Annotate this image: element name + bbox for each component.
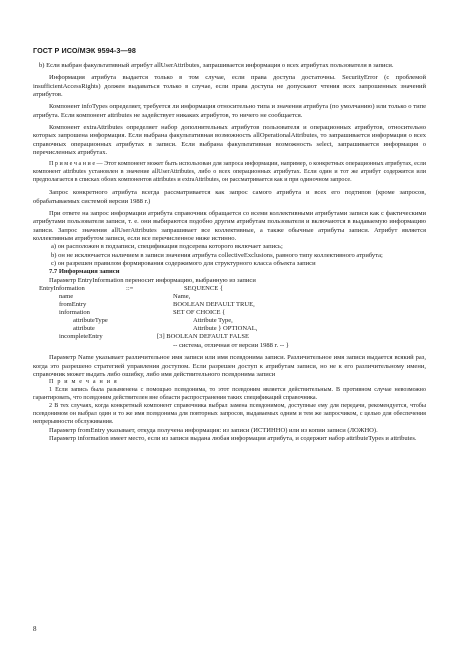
asn-token: information: [59, 308, 90, 316]
asn-token: Name,: [173, 292, 191, 300]
note: 2 В тех случаях, когда конкретный компонент справочника выбрал замена псевдонимом, доступные ему для передачи, рекомендуется, чтобы псевдонимом он выбрал один и то же имя псевдонима для повторных запросов, выдаваемых одним и тем же запросчиком, с целью для обеспечения непрерывности обслуживания.: [33, 403, 426, 425]
asn-token: attribute: [73, 324, 95, 332]
paragraph: Параметр EntryInformation переносит информацию, выбранную из записи: [49, 276, 256, 284]
paragraph: Запрос конкретного атрибута всегда рассматривается как запрос самого атрибута и всех его подтипов (кроме запросов, обрабатываемых системой версии 1988 г.): [33, 189, 426, 205]
asn-comment: -- система, отличная от версии 1988 г. -- }: [173, 341, 289, 349]
asn-token: name: [59, 292, 74, 300]
list-item-b-intro: b) Если выбран факультативный атрибут allUserAttributes, запрашивается информация о всех атрибутах пользователя в записи.: [39, 62, 394, 69]
page-number: 8: [33, 625, 37, 633]
note: 1 Если запись была разыменена с помощью псевдонима, то этот псевдоним является действительным. В противном случае невозможно гарантировать, что псевдоним действителен вне области распространения таких спецификаций справочника.: [33, 387, 426, 402]
asn-token: attributeType: [73, 316, 108, 324]
page-header: ГОСТ Р ИСО/МЭК 9594-3—98: [33, 46, 136, 55]
paragraph: При ответе на запрос информации атрибута справочник обращается со всеми коллективными атрибутами записи как с фактическими атрибутами пользователя записи, т. е. они выбираются подобно другим атрибутам пользователя и включаются в выдаваемую информацию записи. Запрос значения allUserAttributes запрашивает все коллективные, а также обычные атрибуты записи. Атрибут является коллективным атрибутом записи, если все перечисленное ниже истинно.: [33, 209, 426, 242]
list-item: a) он расположен в подзаписи, спецификация подсерева которого включает запись;: [51, 243, 283, 251]
asn-token: EntryInformation: [39, 284, 85, 292]
notes-label: П р и м е ч а н и я: [49, 379, 118, 386]
paragraph: Информация атрибута выдается только в том случае, если права доступа достаточны. SecurityError (с проблемой insufficientAccessRights) должен выдаваться только в случае, если права доступа не допускают чтения всех запрошенных значений атрибутов.: [33, 74, 426, 99]
asn-token: Attribute } OPTIONAL,: [193, 324, 258, 332]
asn-token: SET OF CHOICE {: [173, 308, 226, 316]
section-heading: 7.7 Информация записи: [49, 268, 120, 276]
asn-token: incompleteEntry: [59, 332, 103, 340]
asn-token: BOOLEAN DEFAULT TRUE,: [173, 300, 255, 308]
paragraph: Компонент extraAttributes определяет набор дополнительных атрибутов пользователя и операционных атрибутов, относительно которых запрошена информация. Если выбрана факультативная возможность allOperationalAttributes, то запрашивается информация о всех справочных операционных атрибутах в записи. Если выбрана факультативная возможность select, запрашивается информация о перечисленных атрибутах.: [33, 124, 426, 157]
paragraph: Параметр fromEntry указывает, откуда получена информация: из записи (ИСТИННО) или из копии записи (ЛОЖНО).: [49, 426, 378, 434]
list-item: b) он не исключается наличием в записи значения атрибута collectiveExclusions, равного типу коллективного атрибута;: [51, 251, 383, 259]
asn-token: SEQUENCE {: [184, 284, 223, 292]
paragraph: Параметр information имеет место, если из записи выдана любая информация атрибута, и содержит набор attributeTypes и attributes.: [49, 435, 417, 443]
note: П р и м е ч а н и е — Этот компонент может быть использован для запроса информации, например, о конкретных операционных атрибутах, если компонент attributes установлен в значение allUserAttributes, либо о всех операционных атрибутах. Если один и тот же атрибут содержится или предполагается в списках обоих компонентов attributes и extraAttributes, он рассматривается как и при одиночном запросе.: [33, 161, 426, 184]
asn-token: ::=: [126, 284, 134, 292]
paragraph: Параметр Name указывает различительное имя записи или имя псевдонима записи. Различительное имя записи выдается всякий раз, когда это разрешено стратегией управления доступом. Если разрешен доступ к атрибутам записи, но не к его различительному имени, справочник может выдать либо ошибку, либо имя действительного псевдонима записи: [33, 354, 426, 378]
asn-definition: [33, 285, 426, 343]
paragraph: Компонент infoTypes определяет, требуется ли информация относительно типа и значения атрибута (по умолчанию) или только о типе атрибута. Если компонент attributes не задействует никаких атрибутов, то ничего не сообщается.: [33, 103, 426, 119]
asn-token: fromEntry: [59, 300, 87, 308]
list-item: c) он разрешен правилом формирования содержимого для структурного класса объекта записи: [51, 259, 316, 267]
asn-token: [3] BOOLEAN DEFAULT FALSE: [157, 332, 249, 340]
asn-token: Attribute Type,: [193, 316, 233, 324]
